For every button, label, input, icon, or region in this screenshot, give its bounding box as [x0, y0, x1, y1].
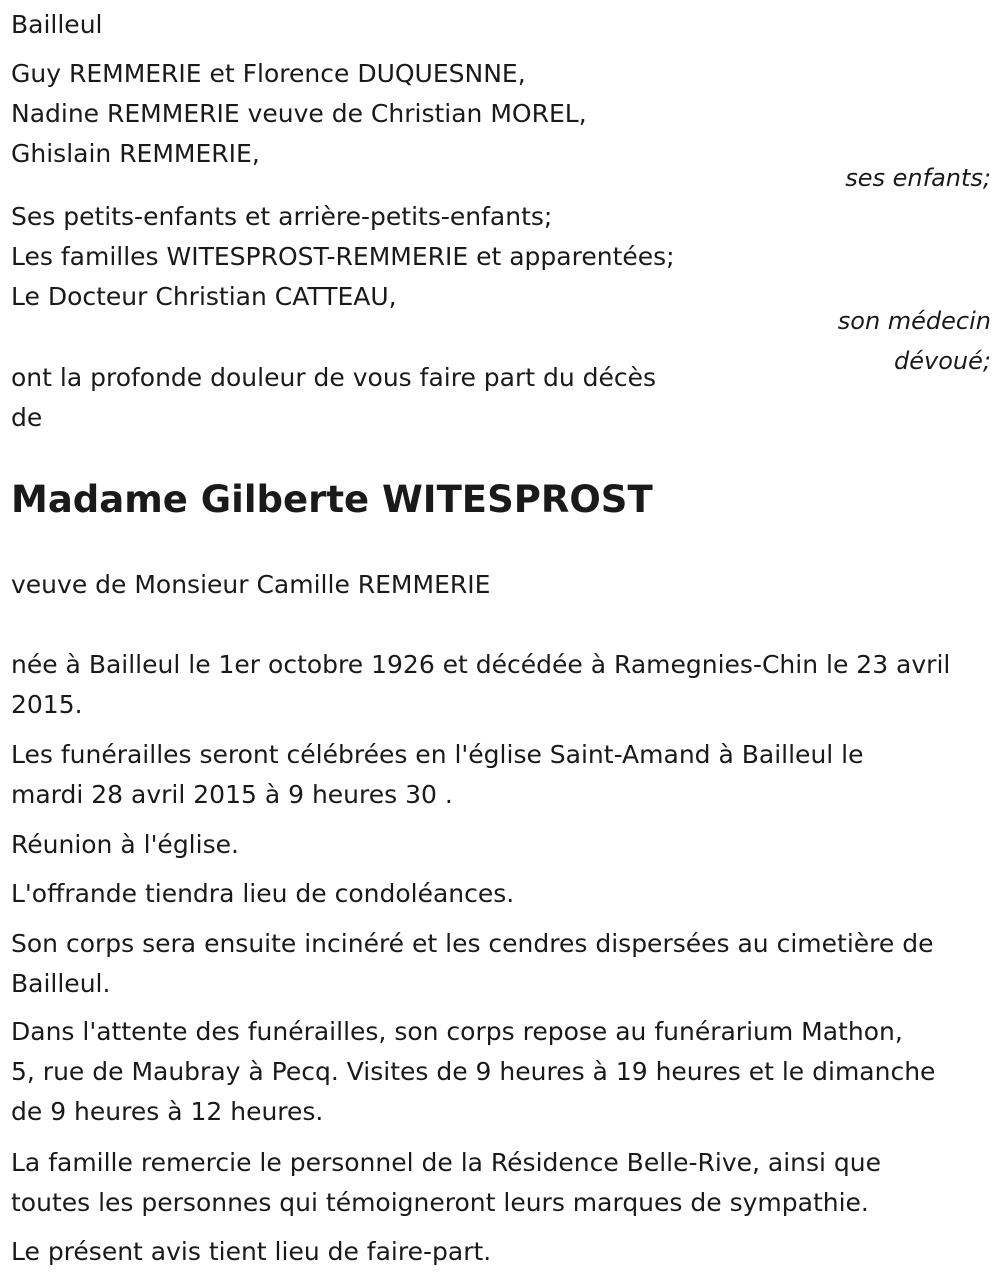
- doctor-role-label: son médecin: [837, 307, 991, 335]
- body-line: Les funérailles seront célébrées en l'église Saint-Amand à Bailleul le: [11, 740, 864, 769]
- body-line: Le présent avis tient lieu de faire-part.: [11, 1237, 492, 1266]
- children-line: Nadine REMMERIE veuve de Christian MOREL,: [11, 99, 587, 128]
- deceased-name: Madame Gilberte WITESPROST: [11, 478, 653, 521]
- body-line: Son corps sera ensuite incinéré et les cendres dispersées au cimetière de: [11, 929, 934, 958]
- body-line: La famille remercie le personnel de la Résidence Belle-Rive, ainsi que: [11, 1148, 882, 1177]
- announcement-line: de: [11, 403, 43, 432]
- announcement-line: ont la profonde douleur de vous faire part du décès: [11, 363, 657, 392]
- relatives-line: Les familles WITESPROST-REMMERIE et apparentées;: [11, 242, 675, 271]
- body-line: Dans l'attente des funérailles, son corps repose au funérarium Mathon,: [11, 1017, 903, 1046]
- place-heading: Bailleul: [11, 10, 103, 39]
- body-line: 2015.: [11, 690, 83, 719]
- body-line: Bailleul.: [11, 969, 111, 998]
- body-line: Réunion à l'église.: [11, 830, 239, 859]
- body-line: née à Bailleul le 1er octobre 1926 et décédée à Ramegnies-Chin le 23 avril: [11, 650, 951, 679]
- body-line: toutes les personnes qui témoigneront leurs marques de sympathie.: [11, 1188, 869, 1217]
- relatives-line: Ses petits-enfants et arrière-petits-enfants;: [11, 202, 553, 231]
- children-line: Ghislain REMMERIE,: [11, 139, 260, 168]
- relatives-line: Le Docteur Christian CATTEAU,: [11, 282, 397, 311]
- body-line: 5, rue de Maubray à Pecq. Visites de 9 heures à 19 heures et le dimanche: [11, 1057, 936, 1086]
- doctor-role-label: dévoué;: [894, 347, 991, 375]
- children-line: Guy REMMERIE et Florence DUQUESNNE,: [11, 59, 526, 88]
- children-role-label: ses enfants;: [845, 164, 991, 192]
- body-line: mardi 28 avril 2015 à 9 heures 30 .: [11, 780, 453, 809]
- widow-of-line: veuve de Monsieur Camille REMMERIE: [11, 570, 491, 599]
- body-line: de 9 heures à 12 heures.: [11, 1097, 324, 1126]
- body-line: L'offrande tiendra lieu de condoléances.: [11, 879, 515, 908]
